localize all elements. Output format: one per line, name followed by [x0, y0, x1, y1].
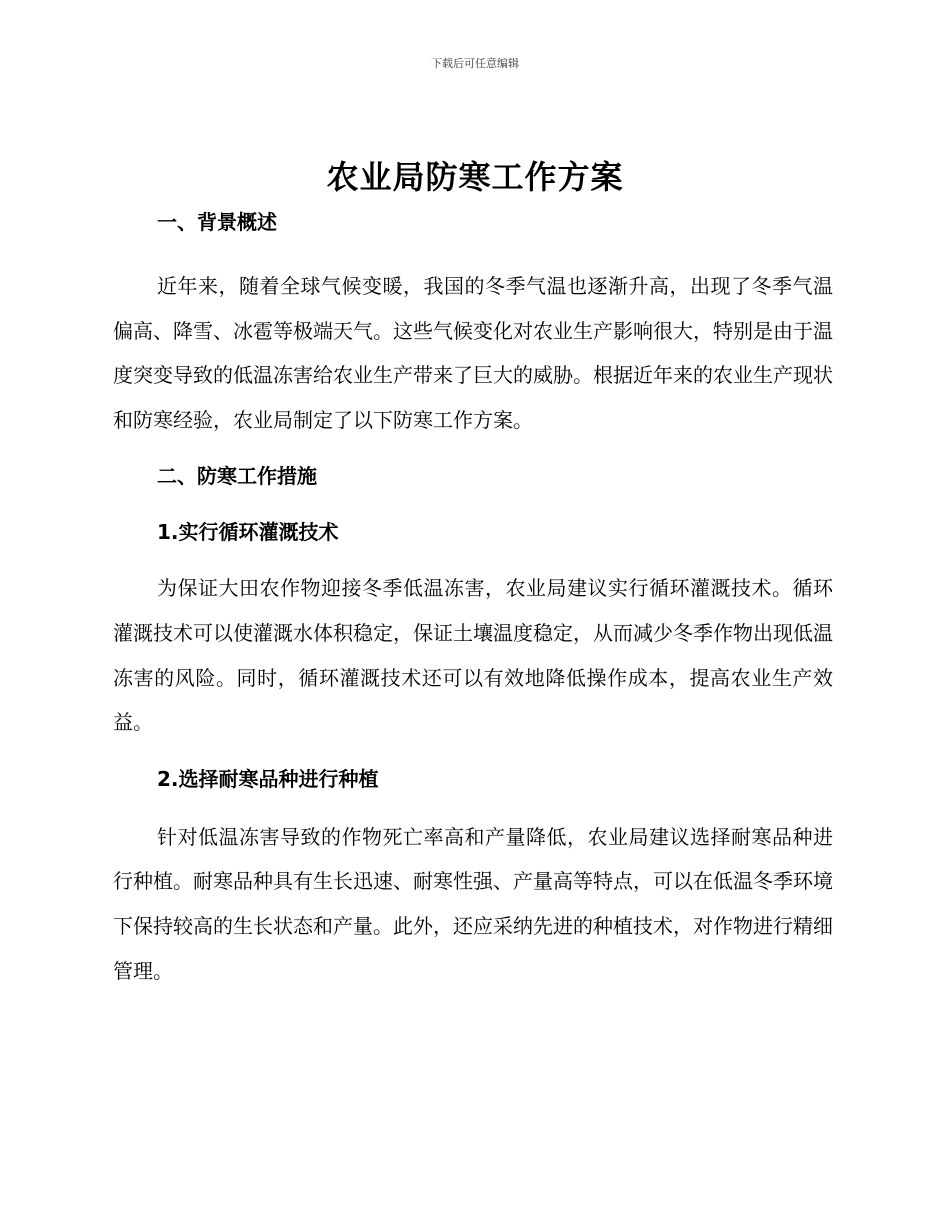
subheading-irrigation: 1.实行循环灌溉技术 [157, 520, 339, 545]
paragraph-background: 近年来，随着全球气候变暖，我国的冬季气温也逐渐升高，出现了冬季气温偏高、降雪、冰雹等极端天气。这些气候变化对农业生产影响很大，特别是由于温度突变导致的低温冻害给农业生产带来了巨大的威胁。根据近年来的农业生产现状和防寒经验，农业局制定了以下防寒工作方案。 [113, 274, 833, 432]
header-note: 下载后可任意编辑 [431, 57, 519, 70]
paragraph-irrigation: 为保证大田农作物迎接冬季低温冻害，农业局建议实行循环灌溉技术。循环灌溉技术可以使灌溉水体积稳定，保证土壤温度稳定，从而减少冬季作物出现低温冻害的风险。同时，循环灌溉技术还可以有效地降低操作成本，提高农业生产效益。 [113, 576, 833, 735]
document-title: 农业局防寒工作方案 [326, 158, 624, 196]
section-heading-background: 一、背景概述 [157, 210, 277, 234]
paragraph-cold-resistant-varieties: 针对低温冻害导致的作物死亡率高和产量降低，农业局建议选择耐寒品种进行种植。耐寒品种具有生长迅速、耐寒性强、产量高等特点，可以在低温冬季环境下保持较高的生长状态和产量。此外，还应采纳先进的种植技术，对作物进行精细管理。 [113, 824, 833, 983]
section-heading-measures: 二、防寒工作措施 [157, 464, 317, 489]
subheading-cold-resistant-varieties: 2.选择耐寒品种进行种植 [157, 766, 379, 791]
document-body [113, 200, 833, 993]
